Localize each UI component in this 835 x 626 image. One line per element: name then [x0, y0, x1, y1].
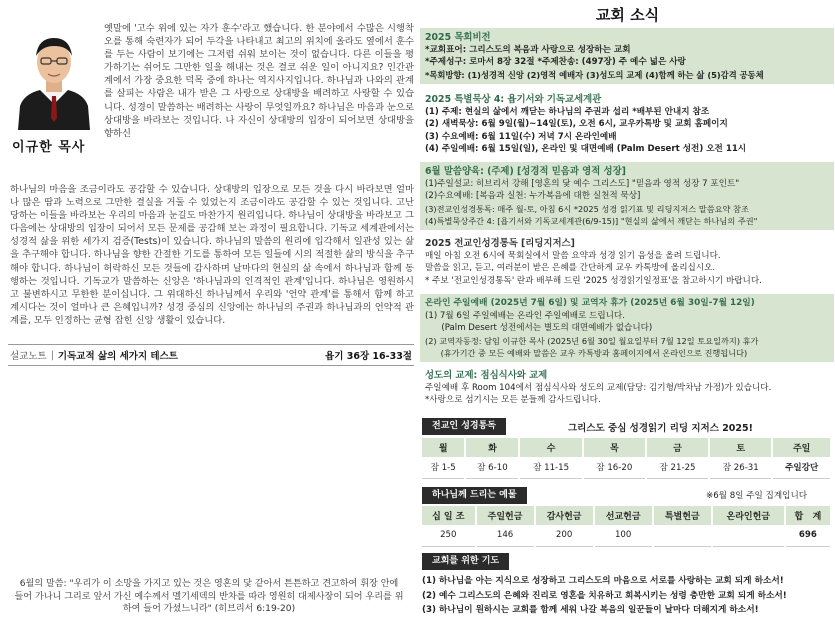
reading-schedule-table [422, 438, 832, 479]
sermon-note-label: 설교노트 [10, 351, 47, 362]
prayer-tag: 교회를 위한 기도 [422, 553, 509, 570]
table-header-row [422, 438, 831, 457]
bible-reading-heading: 2025 전교인성경통독 [리딩지저스] [425, 238, 575, 249]
june-word-section [420, 162, 834, 230]
prayer-item: (2) 예수 그리스도의 은혜와 진리로 영혼을 치유하고 회복시키는 성령 충만한 교회 되게 하소서! [422, 590, 787, 601]
special-meditation-line: (2) 새벽묵상: 6월 9일(월)~14일(토), 오전 6시, 교우카톡방 및 교회 홈페이지 [425, 119, 728, 130]
offering-note: ※6월 8일 주일 집계입니다 [706, 491, 808, 501]
offering-cell: 250 [422, 525, 476, 546]
special-meditation-heading: 2025 특별묵상 4: 욥기서와 기독교세계관 [425, 94, 602, 105]
day-header: 금 [646, 438, 709, 457]
online-worship-line: (2) 교역자동정: 담임 이규한 목사 (2025년 6월 30일 월요일부터 7월 12일 토요일까지) 휴가 [425, 335, 759, 346]
offering-header: 감사헌금 [535, 506, 594, 525]
sermon-scripture-reference: 욥기 36장 16-33절 [325, 351, 412, 362]
special-meditation-line: (1) 주제: 현실의 삶에서 깨닫는 하나님의 주권과 섭리 *배부된 안내지 참조 [425, 107, 710, 117]
offering-header: 온라인헌금 [712, 506, 785, 525]
table-row [422, 525, 831, 546]
table-header-row [422, 506, 831, 525]
june-word-line: (2)수요예배: [복음과 실천: 누가복음에 대한 실천적 묵상] [425, 191, 641, 202]
bible-reading-section [420, 234, 834, 290]
day-header: 화 [465, 438, 519, 457]
fellowship-line: *사랑으로 섬기시는 모든 분들께 감사드립니다. [425, 395, 601, 406]
june-word-line: (3)전교인성경통독: 매주 월-토, 아침 6시 *2025 성경 읽기표 및 리딩지저스 말씀요약 참조 [425, 203, 749, 214]
offering-tag: 하나님께 드리는 예물 [422, 487, 527, 504]
offering-cell [653, 525, 712, 546]
offering-header: 선교헌금 [594, 506, 653, 525]
offering-cell [712, 525, 785, 546]
pastor-column-paragraph-2: 하나님의 마음을 조금이라도 공감할 수 있습니다. 상대방의 입장으로 모든 것을 다시 바라보면 얼마나 많은 땀과 노력으로 그만한 결실을 거둘 수 있었는지 조금이라도 공감할 수 있는 것입니다. 고난 당하는 이들을 바라보는 우리의 마음과 눈길도 마찬가지 원리입니다. 하나님이 상대방을 바라보고 그 다음에는 상대방의 입장이 되어서 모든 문제를 공감해 보는 과정이 필요합니다. 기독교 세계관에서는 성경적 삶을 위한 세가지 검증(Tests)이 있습니다. 하나님의 말씀의 원리에 입각해서 일관성 있는 삶을 추구해야 합니다. 하나님을 향한 간절한 기도를 통하여 모든 일들에 시의 적절한 삶의 방식을 추구해야 합니다. 하나님이 허락하신 모든 것들에 감사하며 날마다의 현실의 삶 속에서 하나님과 함께 동행하는 것입니다. 기독교가 말씀하는 신앙은 '하나님과의 인격적인 관계'입니다. 하나님은 영원하시고 불변하시고 무한한 분이십니다. 그 위대하신 하나님께서 우리와 '언약 관계'를 통해서 함께 하고 계시다는 것이 얼마나 큰 은혜입니까? 성경 중심의 신앙에는 하나님의 주권과 하나님과의 언약적 관계를, 모두 인정하는 균형 잡힌 신앙 생활이 있습니다. [10, 184, 414, 326]
online-worship-line: (1) 7월 6일 주일예배는 온라인 주일예배로 드립니다. [425, 311, 625, 321]
prayer-item: (1) 하나님을 아는 지식으로 성장하고 그리스도의 마음으로 서로를 사랑하는 교회 되게 하소서! [422, 576, 784, 586]
offering-header: 합 계 [785, 506, 831, 525]
special-meditation-line: (3) 수요예배: 6월 11일(수) 저녁 7시 온라인예배 [425, 131, 617, 142]
june-word-line: (4)특별묵상주간 4: [욥기서와 기독교세계관(6/9-15)] "현실의 삶에서 깨닫는 하나님의 주권" [425, 215, 758, 226]
june-word-line: (1)주일설교: 히브리서 강해 [영혼의 닻 예수 그리스도] "믿음과 영적 성장 7 포인트" [425, 179, 740, 189]
day-header: 목 [583, 438, 646, 457]
prayer-item: (3) 하나님이 원하시는 교회를 함께 세워 나갈 복음의 일꾼들이 날마다 더해지게 하소서! [422, 605, 759, 615]
june-word-heading: 6월 말씀양육: (주제) [성경적 믿음과 영적 성장] [425, 166, 626, 177]
fellowship-line: 주일예배 후 Room 104에서 점심식사와 성도의 교제(담당: 김기형/박차남 가정)가 있습니다. [425, 383, 772, 393]
offering-header: 십 일 조 [422, 506, 476, 525]
reading-cell: 잠 16-20 [583, 457, 646, 478]
offering-cell: 200 [535, 525, 594, 546]
special-meditation-line: (4) 주일예배: 6월 15일(일), 온라인 및 대면예배 (Palm Desert 성전) 오전 11시 [425, 143, 747, 154]
online-worship-section [420, 294, 834, 362]
sermon-title: 기독교적 삶의 세가지 테스트 [57, 351, 178, 362]
pastor-photo [10, 18, 98, 130]
reading-cell: 주일강단 [772, 457, 831, 478]
offering-table [422, 506, 832, 547]
fellowship-section [420, 366, 834, 410]
special-meditation-section [420, 90, 834, 158]
online-worship-line: (Palm Desert 성전에서는 별도의 대면예배가 없습니다) [425, 323, 653, 334]
vision-section [420, 28, 834, 84]
sermon-note-separator: | [50, 349, 54, 361]
reading-jesus-slogan: 그리스도 중심 성경읽기 리딩 지저스 2025! [568, 423, 753, 434]
vision-line: *교회표어: 그리스도의 복음과 사랑으로 성장하는 교회 [425, 45, 631, 55]
reading-cell: 잠 11-15 [519, 457, 582, 478]
vision-line: *목회방향: (1)성경적 신앙 (2)영적 예배자 (3)성도의 교제 (4)함께 하는 삶 (5)감격 공동체 [425, 69, 764, 80]
offering-header: 주일헌금 [476, 506, 535, 525]
offering-header: 특별헌금 [653, 506, 712, 525]
vision-heading: 2025 목회비전 [425, 32, 491, 43]
reading-cell: 잠 1-5 [422, 457, 465, 478]
sermon-note-bar [8, 344, 414, 366]
church-news-column [420, 0, 835, 626]
bible-reading-line: * 주보 '전교인성경통독' 란과 배부해 드린 '2025 성경읽기일정표'을 참고하시기 바랍니다. [425, 275, 762, 286]
offering-total-cell: 696 [785, 525, 831, 546]
bible-reading-tag: 전교인 성경통독 [422, 418, 506, 435]
monthly-verse: 6월의 말씀: "우리가 이 소망을 가지고 있는 것은 영혼의 닻 같아서 튼튼하고 견고하여 휘장 안에 들어 가나니 그리로 앞서 가신 예수께서 멜기세덱의 반차를 따라 영원히 대제사장이 되어 우리를 위하여 들어 가셨느니라" (히브리서 6:19-20) [14, 579, 404, 614]
offering-cell: 100 [594, 525, 653, 546]
reading-cell: 잠 21-25 [646, 457, 709, 478]
reading-cell: 잠 6-10 [465, 457, 519, 478]
reading-cell: 잠 26-31 [709, 457, 772, 478]
day-header: 토 [709, 438, 772, 457]
bible-reading-line: 매일 아침 오전 6시에 묵회실에서 말씀 요약과 성경 읽기 음성을 올려 드립니다. [425, 251, 721, 261]
church-news-title: 교회 소식 [595, 6, 660, 24]
pastor-portrait-icon [10, 18, 98, 130]
fellowship-heading: 성도의 교제: 점심식사와 교제 [425, 370, 548, 381]
day-header: 월 [422, 438, 465, 457]
offering-cell: 146 [476, 525, 535, 546]
day-header: 수 [519, 438, 582, 457]
pastor-column-paragraph-1: 옛말에 '고수 위에 있는 자가 훈수'라고 했습니다. 한 분야에서 수많은 시행착오를 통해 숙련자가 되어 두각을 나타내고 최고의 위치에 올라도 옆에서 훈수를 두는 사람이 보기에는 그저럼 쉬워 보이는 것이 없습니다. 다른 이들을 평가하기는 쉬어도 그만한 일을 해내는 것은 결코 쉬운 일이 아니지요? 인간관계에서 가장 중요한 덕목 중에 하나는 역지사지입니다. 하나님과 나와의 관계를 살피는 사람은 내가 받은 그 사랑으로 상대방을 배려하고 사랑할 수 있습니다. 성경이 말씀하는 배려하는 사랑이 무엇일까요? 하나님은 마음과 눈으로 상대방을 바라보는 것입니다. 나 자신이 상대방의 입장이 되어보면 상대방을 향하신 [104, 23, 414, 139]
table-row [422, 457, 831, 478]
prayer-list [422, 574, 832, 618]
day-header: 주일 [772, 438, 831, 457]
online-worship-heading: 온라인 주일예배 (2025년 7월 6일) 및 교역자 휴가 (2025년 6월 30일-7월 12일) [425, 298, 755, 308]
online-worship-line: (휴가기간 중 모든 예배와 말씀은 교우 카톡방과 홈페이지에서 온라인으로 진행됩니다) [425, 347, 748, 358]
sermon-notes-area[interactable] [8, 366, 414, 570]
bible-reading-line: 말씀을 읽고, 듣고, 여러분이 받은 은혜를 간단하게 교우 카톡방에 올리십시오. [425, 263, 716, 274]
vision-line: *주제성구: 로마서 8장 32절 *주제찬송: (497장) 주 예수 넓은 사랑 [425, 57, 686, 68]
pastor-name: 이규한 목사 [12, 140, 86, 155]
